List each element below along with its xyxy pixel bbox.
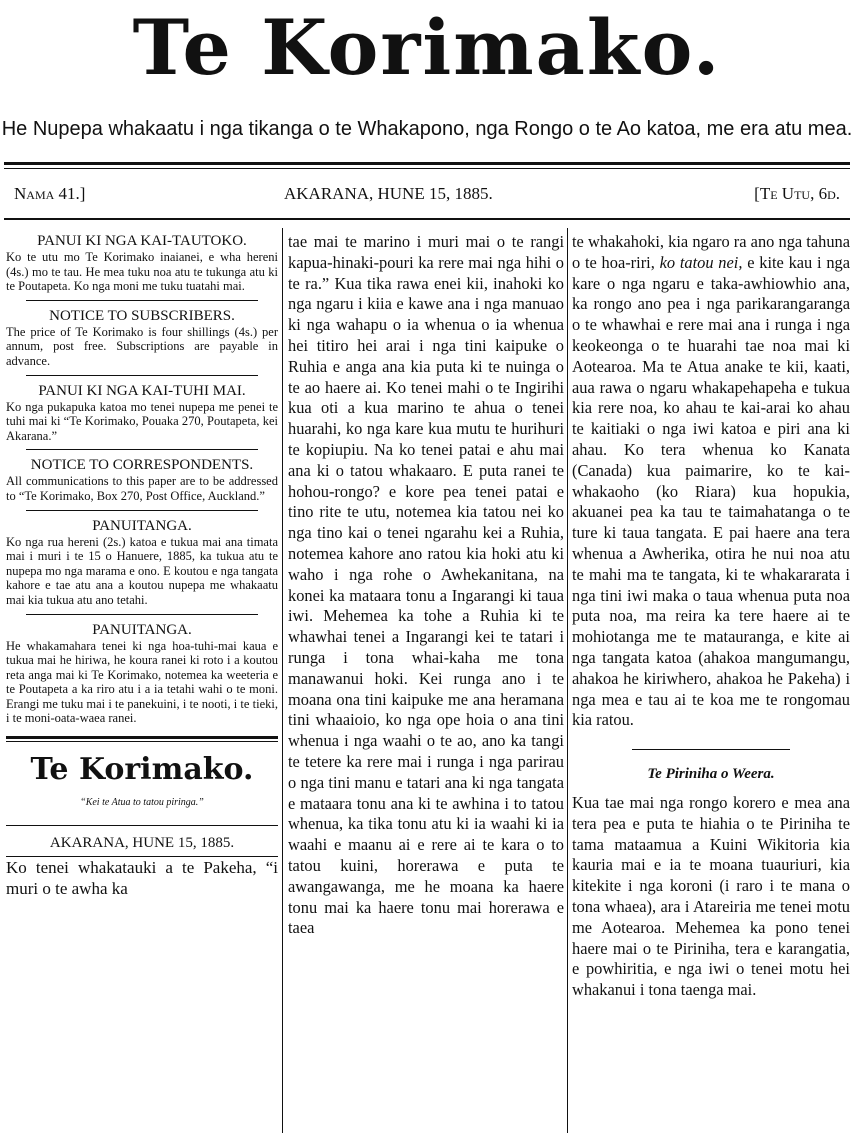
notice-body: He whakamahara tenei ki nga hoa-tuhi-mai kaua e tukua mai he hiriwa, he koura ranei ki roto i a koutou reta anga mai ki Te Korimako, notemea ka weeteria e te Poutapeta a ka riro atu i a ia tetahi wahi o te moni. Erangi me tuku mai i te panekuini, i te nooti, i te tieki, i te moni-oata-waea ranei. — [6, 638, 278, 726]
column-rule — [282, 228, 283, 1133]
editorial-date: AKARANA, HUNE 15, 1885. — [49, 834, 235, 851]
notice-heading: NOTICE TO CORRESPONDENTS. — [30, 457, 254, 474]
divider — [6, 825, 278, 826]
divider — [26, 510, 258, 511]
issue-place-date: AKARANA, HUNE 15, 1885. — [284, 184, 493, 203]
notice-body: The price of Te Korimako is four shillings (4s.) per annum, post free. Subscriptions are payable in advance. — [6, 324, 278, 368]
notice-body: Ko nga pukapuka katoa mo tenei nupepa me penei te tuhi mai ki “Te Korimako, Pouaka 270, Poutapeta, kei Akarana.” — [6, 399, 278, 443]
divider — [632, 749, 790, 750]
issue-line — [14, 184, 840, 208]
editorial-lead: Ko tenei whakatauki a te Pakeha, “i muri o te awha ka — [6, 858, 278, 899]
issue-number: Nama 41.] — [14, 184, 86, 203]
notice-heading: PANUITANGA. — [92, 517, 192, 534]
notice-body: All communications to this paper are to be addressed to “Te Korimako, Box 270, Post Office, Auckland.” — [6, 474, 278, 503]
notice-heading: PANUITANGA. — [92, 621, 192, 638]
article-body: Kua tae mai nga rongo korero e mea ana tera pea e puta te hiahia o te Piriniha te tama mataamua a Kuini Wikitoria kia kauria mai e ia te moana tuauriuri, kia kitekite i nga koroni (i raro i te mana o tona whaea), ara i Atareiria me tenei motu me Aotearoa. Mehemea ka pono tenei haere mai o te Piriniha, tera e karangatia, e powhiritia, e nga iwi o tenei motu hei whakanui i tona taenga mai. — [572, 792, 850, 1000]
column-2 — [288, 232, 564, 1132]
divider — [26, 449, 258, 450]
text-run: e kite kau i nga kare o nga ngaru e taka-awhiowhio ana, ka rongo ano pea i nga parikarangaranga o te whawhai e rere mai ana i runga i nga keokeonga o te huarahi tae noa mai ki Aotearoa. Ma te Atua anake te kii, kaati, aua rawa o ngaru whakapehapeha e tukua kia rere noa, ko ahau te kai-arai ko ahau te kaitiaki o nga iwi katoa e piri ana ki ahau. Ko tera whenua ko Kanata (Canada) kua paimarire, ko te kai-whakaoho (ko Riara) kua hopukia, akuanei pea ka tau te taimahatanga o te ture ki taua tangata. E pai haere ana tera whenua a Awherika, otira he nui noa atu te mahi ma te tangata, ki te whakararata i nga tini iwi maka o taua whenua puta noa puta noa, ma reira ka tere haere ai te mohiotanga me te matauranga, e kite ai nga tangata katoa (ahakoa mangumangu, ahakoa he kiriwhero, ahakoa he Pakeha) i nga mea e tau ai te koa me te rongomau kia ratou. — [572, 252, 850, 730]
masthead-rule — [4, 162, 850, 165]
notice-heading: NOTICE TO SUBSCRIBERS. — [49, 307, 235, 324]
article-title: Te Piriniha o Weera. — [647, 766, 775, 783]
divider — [26, 375, 258, 376]
divider — [6, 736, 278, 742]
issue-price: [Te Utu, 6d. — [754, 184, 840, 203]
notice-body: Ko nga rua hereni (2s.) katoa e tukua mai ana timata mai i muri i te 15 o Hanuere, 1885, ka tukua atu te nupepa mo nga marama e ono. E koutou e nga tangata kahore e tae atu ana a koutou nupepa me whakaatu mai kia tukua atu ano tetahi. — [6, 534, 278, 607]
issue-rule — [4, 218, 850, 220]
editorial-text-continued — [572, 232, 850, 731]
masthead-title: Te Korimako. — [132, 3, 722, 92]
text-run: te whakahoki, kia ngaro ra ano nga tahuna o te hoa-riri, — [572, 232, 850, 272]
column-3 — [572, 232, 850, 1132]
text-run-italic: ko tatou nei, — [659, 252, 743, 272]
column-1 — [6, 232, 278, 1132]
divider — [26, 300, 258, 301]
notice-heading: PANUI KI NGA KAI-TUHI MAI. — [38, 382, 246, 399]
editorial-text: tae mai te marino i muri mai o te rangi kapua-hinaki-pouri ka rere mai nga hihi o te ra.” Kua tika rawa enei kii, inahoki ko nga ngaru i kiia e kawe ana i nga manuao ki nga wahapu o ia whenua o ia whenua hei titiro hei arai i nga tini kaipuke o Ruhia e anga ana kia puta ki te nuinga o te ao haere ai. Ko tenei mahi o te Ingirihi kua oti a kua marino te ahua o tenei huarahi, ko nga kare kua mutu te hurihuri te kopiupiu. Na ko tenei patai e ahu mai ana ki o tatou whakaaro. E puta ranei te hohou-rongo? e kore pea tenei patai e tino rite te utu, notemea kia tatou nei ko nga tino kai o tenei ngarahu kei a Ruhia, notemea kahore ano ratou kia hoki atu ki waho i nga rohe o Awhekanitana, na konei ka mataara tonu a Ingarangi ki taua iwi. Mehemea ka tohe a Ruhia ki te whawhai tenei a Ingarangi kei te tatari i runga i tona whai-kaha me tona manawanui hoki. Kei runga ano i te moana ona tini kaipuke me ana heramana tini whaaioio, ko nga ope hoia o ana tini whenua i nga waahi o te ao, ano ka tangi te tetere ka rere mai i runga i nga parirau o nga tini manu e tatari ana ki nga tangata e mataara tonu ana ki te awhina i to tatou whenua, ka tika tonu atu ki ia waahi ki ia waahi e maanu ai e rere ai te kara o to tatou kuini, horerawa e puta te awangawanga, me he moana ka haere tonu mai ka haere tonu mai horerawa e taea — [288, 232, 564, 938]
notice-body: Ko te utu mo Te Korimako inaianei, e wha hereni (4s.) mo te tau. He mea tuku noa atu te tukunga atu ki te Poutapeta. Ko nga moni me tuku tuatahi mai. — [6, 250, 278, 294]
column-rule — [567, 228, 568, 1133]
motto: “Kei te Atua to tatou piringa.” — [80, 797, 204, 809]
mini-masthead: Te Korimako. — [30, 752, 254, 788]
masthead-subtitle: He Nupepa whakaatu i nga tikanga o te Whakapono, nga Rongo o te Ao katoa, me era atu mea. — [1, 118, 853, 140]
masthead-rule-thin — [4, 168, 850, 169]
divider — [26, 614, 258, 615]
notice-heading: PANUI KI NGA KAI-TAUTOKO. — [37, 233, 247, 249]
